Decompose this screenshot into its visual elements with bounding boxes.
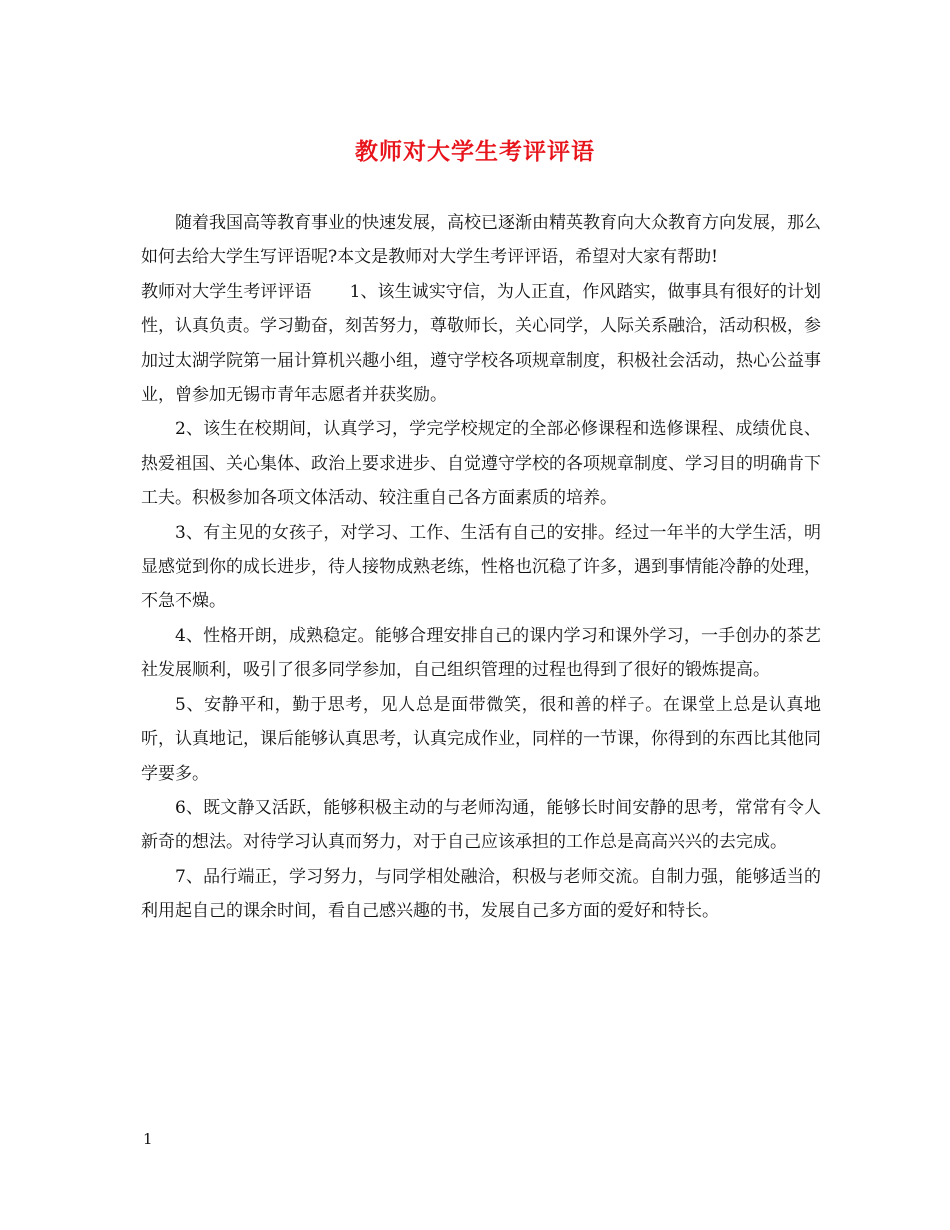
comment-item-5: 5、安静平和，勤于思考，见人总是面带微笑，很和善的样子。在课堂上总是认真地听，认真地记，课后能够认真思考，认真完成作业，同样的一节课，你得到的东西比其他同学要多。 (141, 694, 821, 784)
document-title: 教师对大学生考评评语 (355, 138, 595, 165)
comment-item-6: 6、既文静又活跃，能够积极主动的与老师沟通，能够长时间安静的思考，常常有令人新奇的想法。对待学习认真而努力，对于自己应该承担的工作总是高高兴兴的去完成。 (141, 797, 821, 853)
intro-paragraph: 随着我国高等教育事业的快速发展，高校已逐渐由精英教育向大众教育方向发展，那么如何去给大学生写评语呢?本文是教师对大学生考评评语，希望对大家有帮助! (141, 213, 821, 268)
comment-item-7: 7、品行端正，学习努力，与同学相处融洽，积极与老师交流。自制力强，能够适当的利用起自己的课余时间，看自己感兴趣的书，发展自己多方面的爱好和特长。 (141, 866, 821, 922)
page-number: 1 (143, 1130, 153, 1148)
document-body (141, 206, 821, 929)
section-heading: 教师对大学生考评评语 (141, 281, 312, 302)
comment-item-1: 1、该生诚实守信，为人正直，作风踏实，做事具有很好的计划性，认真负责。学习勤奋，刻苦努力，尊敬师长，关心同学，人际关系融洽，活动积极，参加过太湖学院第一届计算机兴趣小组，遵守学校各项规章制度，积极社会活动，热心公益事业，曾参加无锡市青年志愿者并获奖励。 (141, 281, 821, 406)
section-paragraph-1 (141, 275, 821, 413)
comment-item-3: 3、有主见的女孩子，对学习、工作、生活有自己的安排。经过一年半的大学生活，明显感觉到你的成长进步，待人接物成熟老练，性格也沉稳了许多，遇到事情能冷静的处理，不急不燥。 (141, 522, 821, 612)
comment-item-4: 4、性格开朗，成熟稳定。能够合理安排自己的课内学习和课外学习，一手创办的茶艺社发展顺利，吸引了很多同学参加，自己组织管理的过程也得到了很好的锻炼提高。 (141, 625, 821, 681)
comment-item-2: 2、该生在校期间，认真学习，学完学校规定的全部必修课程和选修课程、成绩优良、热爱祖国、关心集体、政治上要求进步、自觉遵守学校的各项规章制度、学习目的明确肯下工夫。积极参加各项文体活动、较注重自己各方面素质的培养。 (141, 419, 821, 509)
